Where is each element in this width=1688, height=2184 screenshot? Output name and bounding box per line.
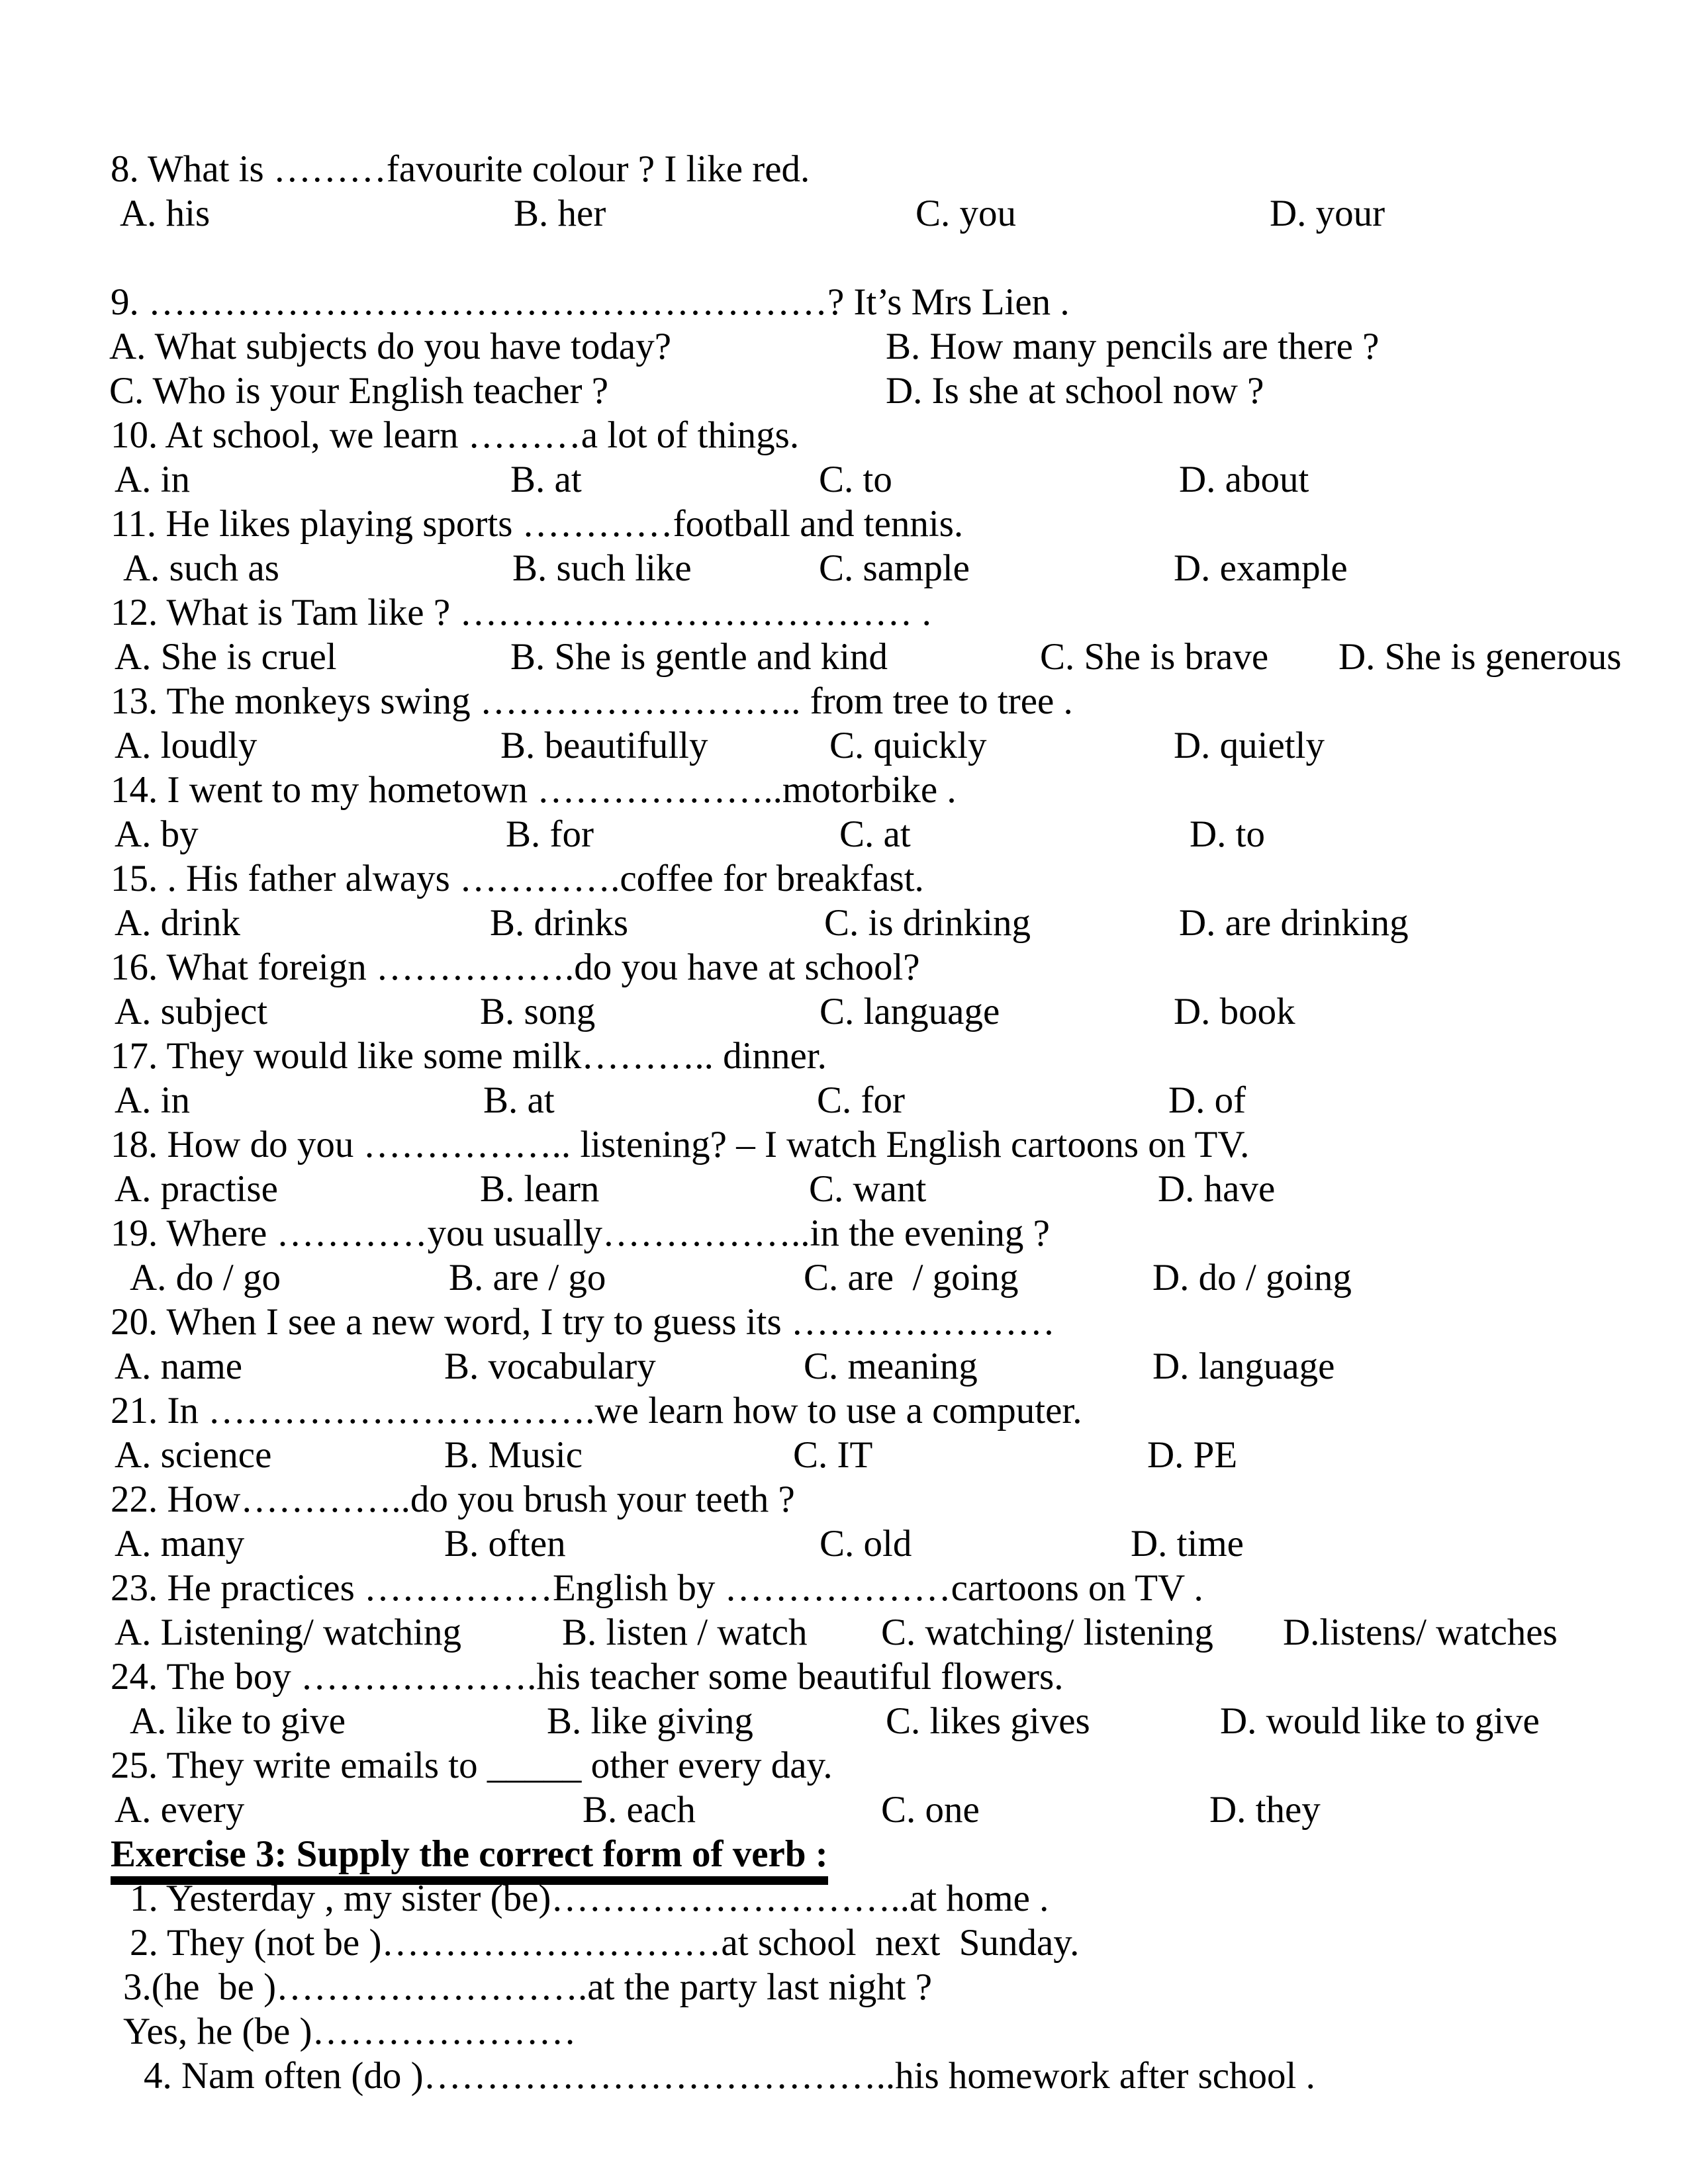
question-20-option-a: A. name bbox=[115, 1345, 243, 1387]
question-15-option-b: B. drinks bbox=[490, 902, 629, 944]
question-17-option-c: C. for bbox=[817, 1079, 905, 1121]
question-14-option-a: A. by bbox=[115, 813, 199, 855]
question-9-text: 9. ………………………………………………? It’s Mrs Lien . bbox=[111, 281, 1070, 323]
question-18-option-d: D. have bbox=[1158, 1168, 1276, 1210]
question-11-line bbox=[0, 502, 1688, 546]
question-8-line bbox=[0, 147, 1688, 191]
question-16-text: 16. What foreign …………….do you have at school? bbox=[111, 946, 920, 988]
question-18-text: 18. How do you …………….. listening? – I watch English cartoons on TV. bbox=[111, 1124, 1250, 1165]
question-12-option-a: A. She is cruel bbox=[115, 636, 337, 678]
question-23-option-c: C. watching/ listening bbox=[881, 1612, 1213, 1653]
question-8-option-b: B. her bbox=[514, 193, 606, 234]
exercise3-item-2 bbox=[0, 1921, 1688, 1965]
exercise3-item-1-text: 1. Yesterday , my sister (be)………………………..at home . bbox=[130, 1878, 1049, 1919]
question-12-line bbox=[0, 590, 1688, 635]
question-23-options bbox=[0, 1610, 1688, 1655]
question-24-option-b: B. like giving bbox=[547, 1700, 753, 1742]
question-23-text: 23. He practices ……………English by ………………cartoons on TV . bbox=[111, 1567, 1203, 1609]
question-14-option-d: D. to bbox=[1190, 813, 1265, 855]
question-24-option-a: A. like to give bbox=[130, 1700, 346, 1742]
question-13-option-a: A. loudly bbox=[115, 725, 258, 766]
question-15-option-a: A. drink bbox=[115, 902, 240, 944]
question-22-option-b: B. often bbox=[444, 1523, 566, 1565]
question-13-option-c: C. quickly bbox=[829, 725, 987, 766]
question-10-options bbox=[0, 457, 1688, 502]
question-19-line bbox=[0, 1211, 1688, 1255]
question-17-option-d: D. of bbox=[1168, 1079, 1246, 1121]
question-9-option-a: A. What subjects do you have today? bbox=[109, 326, 671, 367]
exercise3-item-1 bbox=[0, 1876, 1688, 1921]
question-13-options bbox=[0, 723, 1688, 768]
question-15-options bbox=[0, 901, 1688, 945]
exercise3-item-5-text: 4. Nam often (do )………………………………..his homework after school . bbox=[144, 2055, 1315, 2097]
question-8-option-c: C. you bbox=[915, 193, 1017, 234]
question-24-option-d: D. would like to give bbox=[1220, 1700, 1540, 1742]
exercise3-heading-text: Exercise 3: Supply the correct form of verb : bbox=[111, 1833, 828, 1885]
question-21-option-a: A. science bbox=[115, 1434, 272, 1476]
question-9-option-b: B. How many pencils are there ? bbox=[886, 326, 1380, 367]
question-14-line bbox=[0, 768, 1688, 812]
question-20-option-b: B. vocabulary bbox=[444, 1345, 656, 1387]
question-21-line bbox=[0, 1388, 1688, 1433]
question-11-option-d: D. example bbox=[1174, 547, 1348, 589]
question-14-option-c: C. at bbox=[839, 813, 911, 855]
question-18-options bbox=[0, 1167, 1688, 1211]
question-9-line bbox=[0, 280, 1688, 324]
question-10-text: 10. At school, we learn ………a lot of things. bbox=[111, 414, 800, 456]
question-18-option-a: A. practise bbox=[115, 1168, 278, 1210]
question-16-line bbox=[0, 945, 1688, 989]
question-20-line bbox=[0, 1300, 1688, 1344]
question-12-option-c: C. She is brave bbox=[1040, 636, 1269, 678]
question-11-option-b: B. such like bbox=[512, 547, 692, 589]
question-25-option-d: D. they bbox=[1209, 1789, 1321, 1831]
question-21-option-b: B. Music bbox=[444, 1434, 583, 1476]
question-9-options-cd bbox=[0, 369, 1688, 413]
question-16-option-b: B. song bbox=[480, 991, 596, 1032]
exercise3-heading-line bbox=[0, 1832, 1688, 1876]
question-21-option-d: D. PE bbox=[1147, 1434, 1238, 1476]
question-24-line bbox=[0, 1655, 1688, 1699]
question-8-option-a: A. his bbox=[120, 193, 211, 234]
question-17-option-a: A. in bbox=[115, 1079, 190, 1121]
question-25-option-c: C. one bbox=[881, 1789, 980, 1831]
question-12-option-d: D. She is generous bbox=[1338, 636, 1622, 678]
question-22-option-d: D. time bbox=[1131, 1523, 1244, 1565]
question-10-option-c: C. to bbox=[819, 459, 892, 500]
question-25-line bbox=[0, 1743, 1688, 1788]
question-9-option-c: C. Who is your English teacher ? bbox=[109, 370, 609, 412]
question-21-text: 21. In ………………………….we learn how to use a computer. bbox=[111, 1390, 1082, 1432]
question-16-options bbox=[0, 989, 1688, 1034]
exercise3-item-2-text: 2. They (not be )………………………at school next Sunday. bbox=[130, 1922, 1080, 1964]
question-14-option-b: B. for bbox=[506, 813, 594, 855]
exercise3-item-4 bbox=[0, 2009, 1688, 2054]
question-15-line bbox=[0, 856, 1688, 901]
question-25-text: 25. They write emails to _____ other every day. bbox=[111, 1745, 833, 1786]
blank-line bbox=[0, 236, 1688, 280]
question-10-line bbox=[0, 413, 1688, 457]
question-25-option-b: B. each bbox=[583, 1789, 696, 1831]
question-8-option-d: D. your bbox=[1270, 193, 1385, 234]
question-11-text: 11. He likes playing sports …………football and tennis. bbox=[111, 503, 964, 545]
question-18-option-b: B. learn bbox=[480, 1168, 600, 1210]
question-20-option-c: C. meaning bbox=[804, 1345, 978, 1387]
question-10-option-d: D. about bbox=[1179, 459, 1309, 500]
question-12-option-b: B. She is gentle and kind bbox=[510, 636, 888, 678]
question-18-line bbox=[0, 1122, 1688, 1167]
question-21-options bbox=[0, 1433, 1688, 1477]
question-14-text: 14. I went to my hometown ………………..motorbike . bbox=[111, 769, 957, 811]
question-17-options bbox=[0, 1078, 1688, 1122]
question-19-option-c: C. are / going bbox=[804, 1257, 1019, 1298]
question-12-options bbox=[0, 635, 1688, 679]
question-11-option-a: A. such as bbox=[123, 547, 279, 589]
question-23-option-d: D.listens/ watches bbox=[1283, 1612, 1558, 1653]
question-23-option-a: A. Listening/ watching bbox=[115, 1612, 461, 1653]
worksheet-content bbox=[0, 147, 1688, 2098]
question-22-option-a: A. many bbox=[115, 1523, 245, 1565]
question-10-option-a: A. in bbox=[115, 459, 190, 500]
question-25-option-a: A. every bbox=[115, 1789, 245, 1831]
exercise3-item-5 bbox=[0, 2054, 1688, 2098]
question-13-text: 13. The monkeys swing …………………….. from tree to tree . bbox=[111, 680, 1073, 722]
question-19-text: 19. Where …………you usually……………..in the evening ? bbox=[111, 1212, 1050, 1254]
question-15-option-c: C. is drinking bbox=[824, 902, 1031, 944]
question-19-options bbox=[0, 1255, 1688, 1300]
exercise3-item-3-text: 3.(he be )…………………….at the party last night ? bbox=[123, 1966, 933, 2008]
question-23-line bbox=[0, 1566, 1688, 1610]
question-25-options bbox=[0, 1788, 1688, 1832]
question-9-option-d: D. Is she at school now ? bbox=[886, 370, 1264, 412]
exercise3-item-3 bbox=[0, 1965, 1688, 2009]
question-24-text: 24. The boy ……………….his teacher some beautiful flowers. bbox=[111, 1656, 1064, 1698]
question-13-line bbox=[0, 679, 1688, 723]
question-19-option-b: B. are / go bbox=[449, 1257, 606, 1298]
question-18-option-c: C. want bbox=[809, 1168, 927, 1210]
question-14-options bbox=[0, 812, 1688, 856]
question-11-option-c: C. sample bbox=[819, 547, 970, 589]
question-13-option-b: B. beautifully bbox=[500, 725, 708, 766]
question-9-options-ab bbox=[0, 324, 1688, 369]
question-16-option-a: A. subject bbox=[115, 991, 268, 1032]
question-13-option-d: D. quietly bbox=[1174, 725, 1325, 766]
exercise3-heading bbox=[111, 1832, 828, 1876]
question-15-text: 15. . His father always ………….coffee for breakfast. bbox=[111, 858, 924, 899]
question-11-options bbox=[0, 546, 1688, 590]
exercise3-item-4-text: Yes, he (be )………………… bbox=[123, 2011, 577, 2052]
question-17-option-b: B. at bbox=[483, 1079, 555, 1121]
question-21-option-c: C. IT bbox=[793, 1434, 873, 1476]
question-16-option-d: D. book bbox=[1174, 991, 1295, 1032]
question-24-option-c: C. likes gives bbox=[886, 1700, 1090, 1742]
question-19-option-d: D. do / going bbox=[1152, 1257, 1352, 1298]
question-22-options bbox=[0, 1522, 1688, 1566]
question-8-options bbox=[0, 191, 1688, 236]
question-15-option-d: D. are drinking bbox=[1179, 902, 1409, 944]
question-22-line bbox=[0, 1477, 1688, 1522]
question-24-options bbox=[0, 1699, 1688, 1743]
question-12-text: 12. What is Tam like ? ……………………………… . bbox=[111, 592, 931, 633]
question-22-option-c: C. old bbox=[820, 1523, 912, 1565]
question-20-options bbox=[0, 1344, 1688, 1388]
question-22-text: 22. How…………..do you brush your teeth ? bbox=[111, 1479, 795, 1520]
question-17-line bbox=[0, 1034, 1688, 1078]
question-20-text: 20. When I see a new word, I try to guess its ………………… bbox=[111, 1301, 1055, 1343]
question-8-text: 8. What is ………favourite colour ? I like red. bbox=[111, 148, 810, 190]
question-16-option-c: C. language bbox=[820, 991, 1000, 1032]
question-23-option-b: B. listen / watch bbox=[562, 1612, 808, 1653]
question-10-option-b: B. at bbox=[510, 459, 582, 500]
question-19-option-a: A. do / go bbox=[130, 1257, 281, 1298]
question-17-text: 17. They would like some milk……….. dinner. bbox=[111, 1035, 827, 1077]
question-20-option-d: D. language bbox=[1152, 1345, 1335, 1387]
